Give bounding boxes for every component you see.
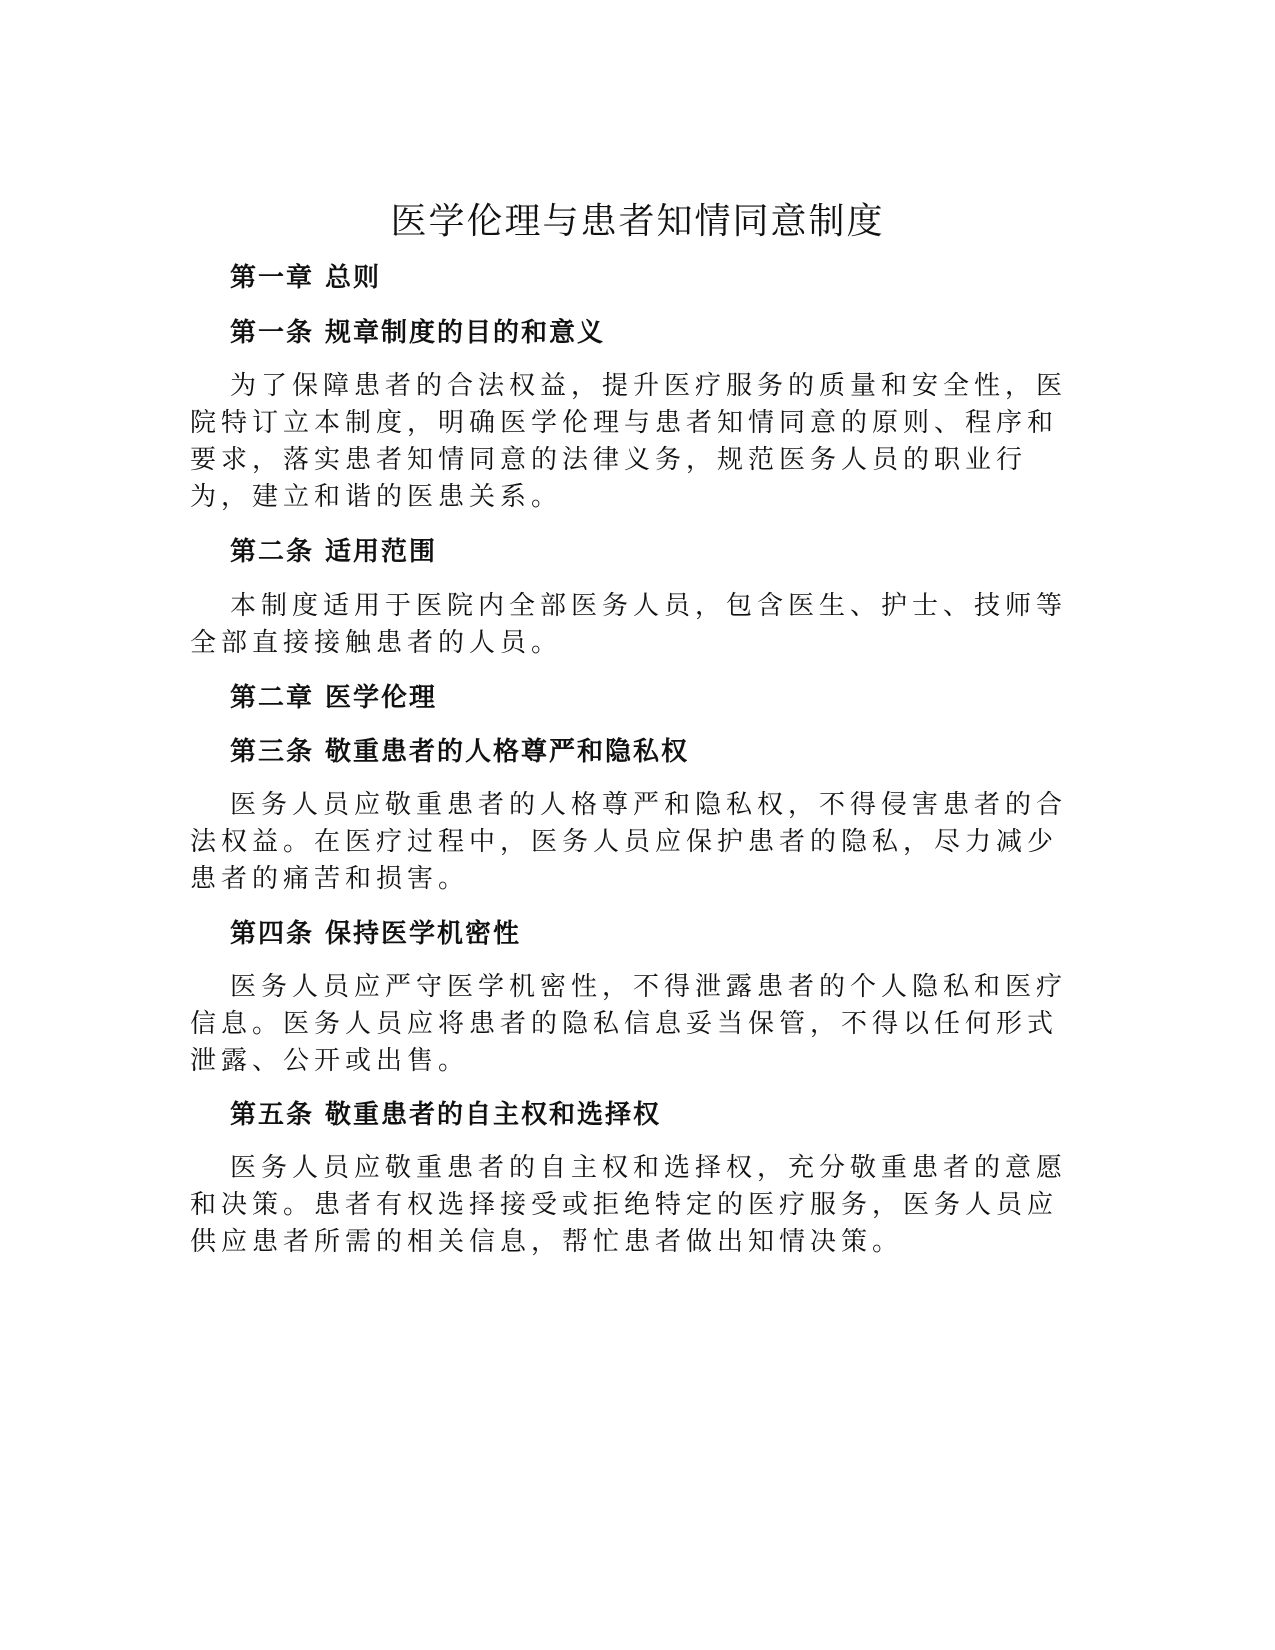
article-3-body: 医务人员应敬重患者的人格尊严和隐私权，不得侵害患者的合法权益。在医疗过程中，医务人员应保护患者的隐私，尽力减少患者的痛苦和损害。 [190, 790, 1068, 894]
document-title: 医学伦理与患者知情同意制度 [390, 201, 885, 242]
article-1-heading: 第一条 规章制度的目的和意义 [230, 318, 606, 348]
article-5-heading: 第五条 敬重患者的自主权和选择权 [230, 1100, 662, 1130]
chapter-1-heading: 第一章 总则 [230, 263, 382, 293]
article-1-body: 为了保障患者的合法权益，提升医疗服务的质量和安全性，医院特订立本制度，明确医学伦理与患者知情同意的原则、程序和要求，落实患者知情同意的法律义务，规范医务人员的职业行为，建立和谐的医患关系。 [190, 371, 1068, 512]
article-4-heading: 第四条 保持医学机密性 [230, 919, 522, 949]
article-5-body: 医务人员应敬重患者的自主权和选择权，充分敬重患者的意愿和决策。患者有权选择接受或拒绝特定的医疗服务，医务人员应供应患者所需的相关信息，帮忙患者做出知情决策。 [190, 1153, 1068, 1257]
article-3-heading: 第三条 敬重患者的人格尊严和隐私权 [230, 737, 690, 767]
article-2-heading: 第二条 适用范围 [230, 537, 438, 567]
chapter-2-heading: 第二章 医学伦理 [230, 683, 438, 713]
article-4-body: 医务人员应严守医学机密性，不得泄露患者的个人隐私和医疗信息。医务人员应将患者的隐私信息妥当保管，不得以任何形式泄露、公开或出售。 [190, 972, 1068, 1076]
article-2-body: 本制度适用于医院内全部医务人员，包含医生、护士、技师等全部直接接触患者的人员。 [190, 591, 1068, 658]
